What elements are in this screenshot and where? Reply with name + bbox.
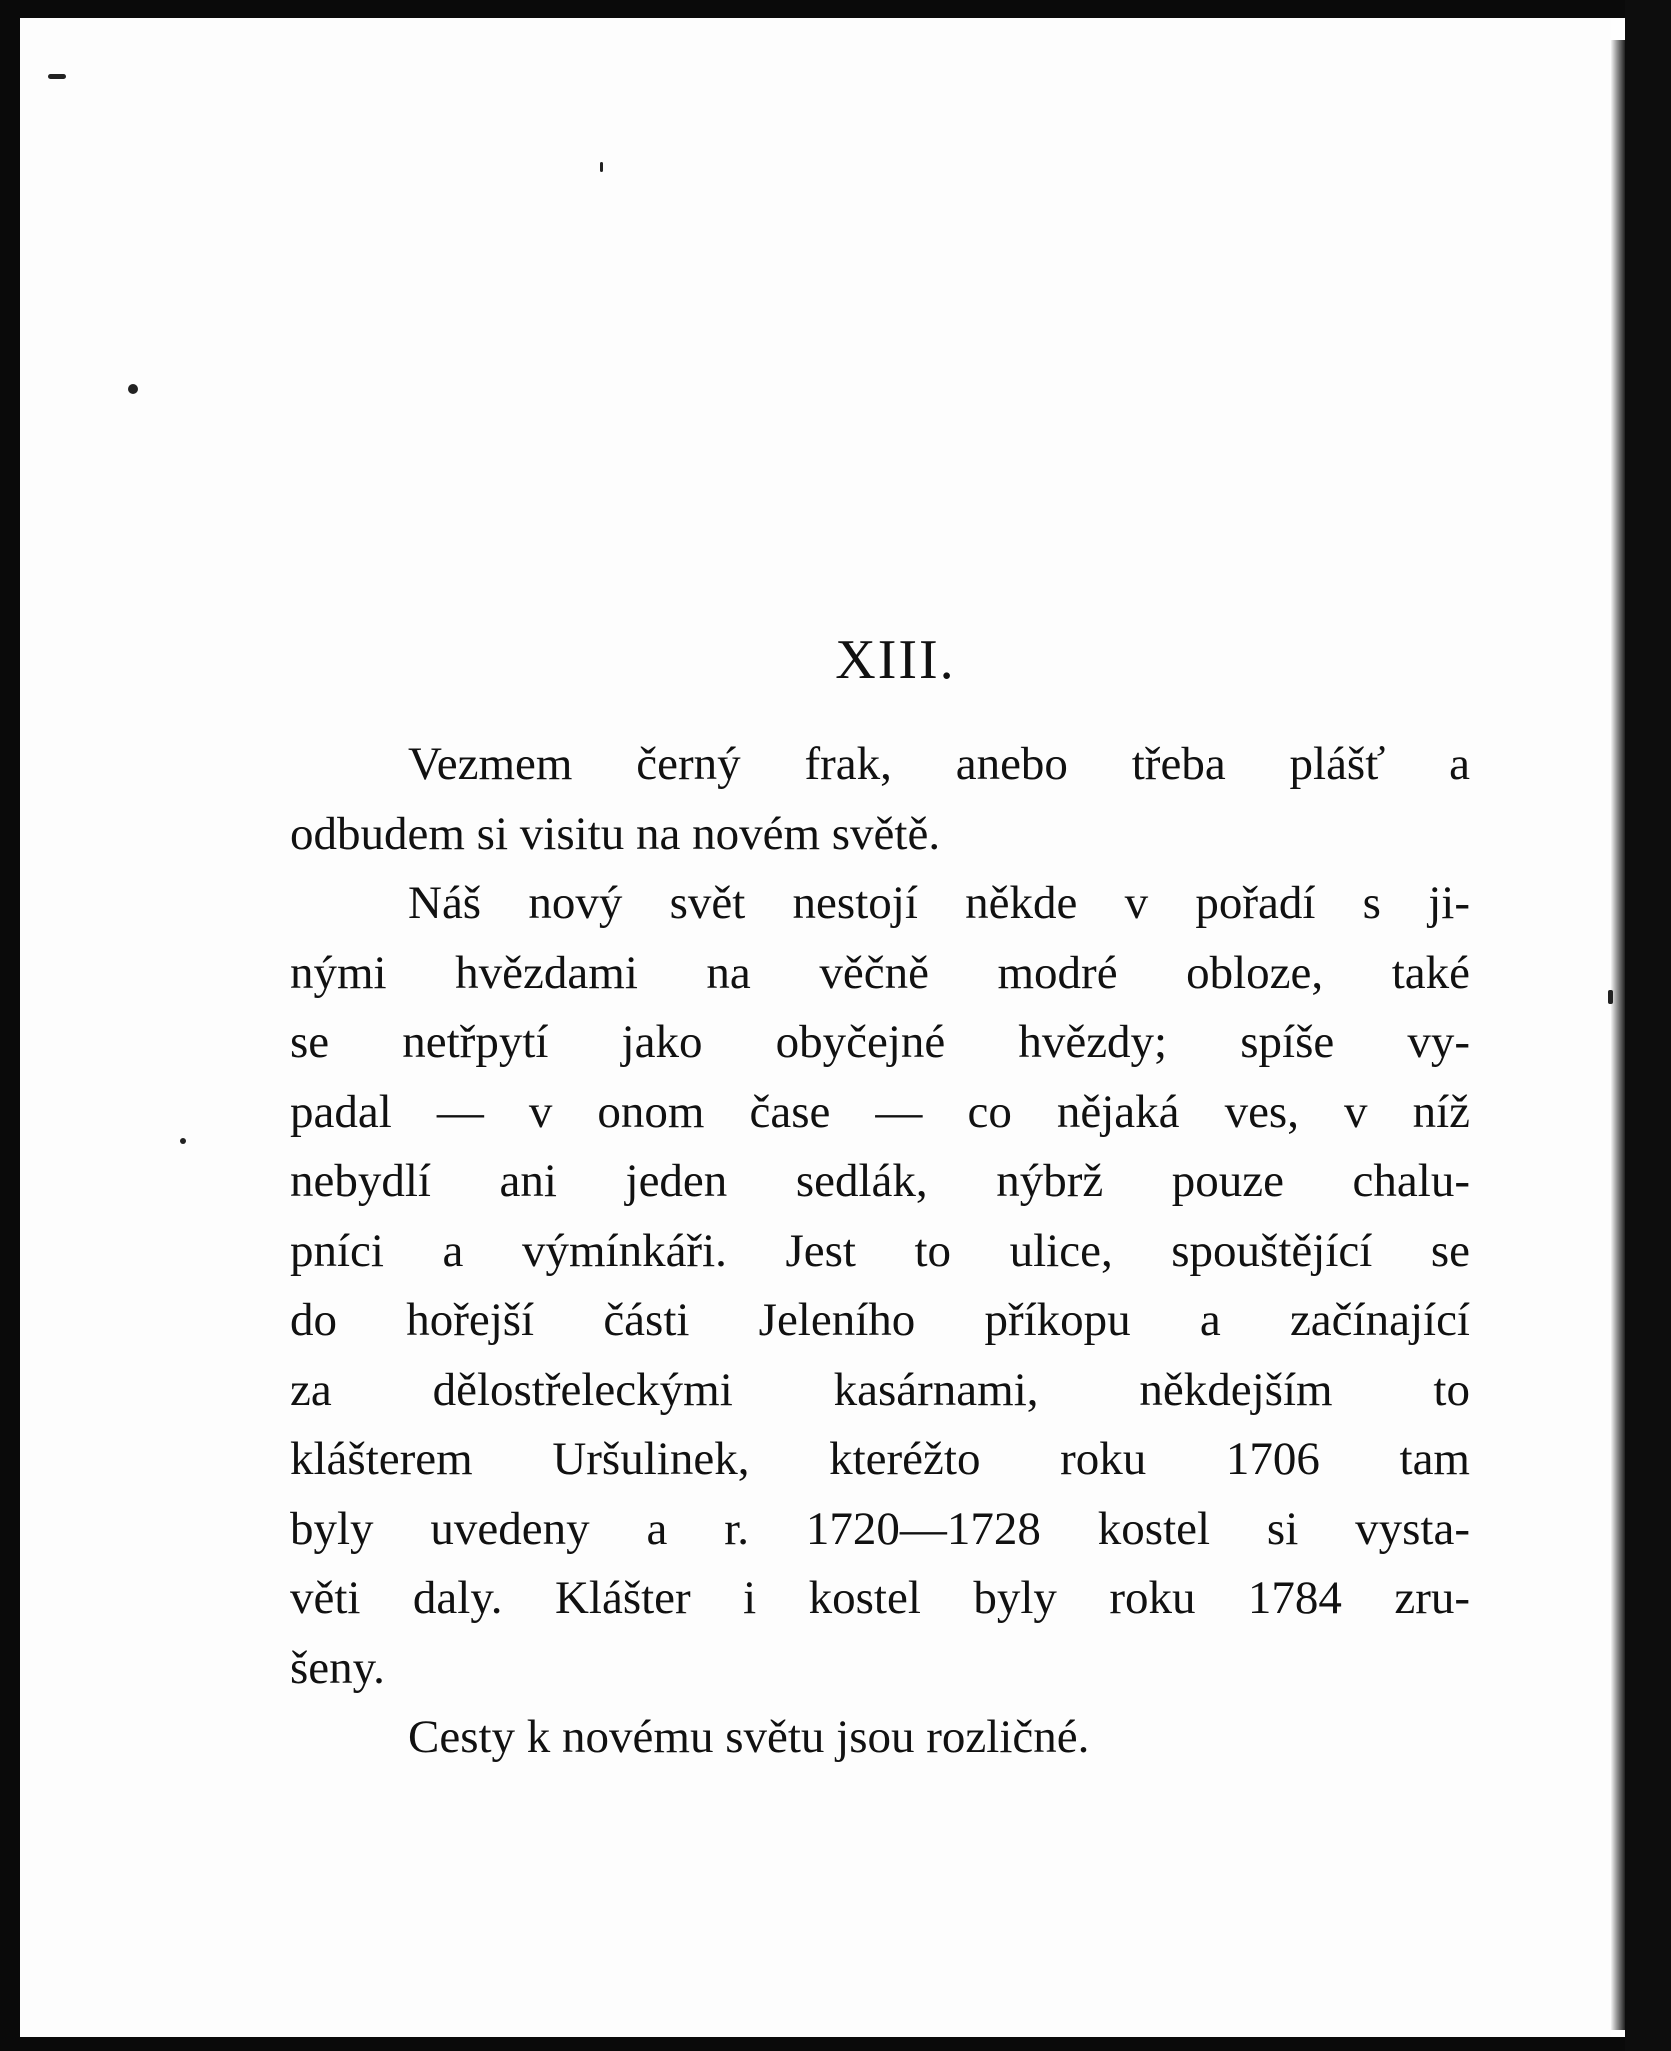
text-line: do hořejší části Jeleního příkopu a začínající: [290, 1294, 1470, 1346]
scan-border-top: [0, 0, 1671, 18]
text-line: Náš nový svět nestojí někde v pořadí s ji-: [408, 877, 1470, 929]
text-line: pníci a výmínkáři. Jest to ulice, spouštějící se: [290, 1224, 1470, 1277]
body-text: [290, 730, 1470, 1773]
scan-speck: [180, 1138, 186, 1144]
scan-speck: [600, 162, 603, 172]
text-line: padal — v onom čase — co nějaká ves, v níž: [290, 1085, 1470, 1138]
page-gutter-shadow: [1611, 40, 1625, 2030]
scan-speck: [128, 384, 138, 394]
text-line: Cesty k novému světu jsou rozličné.: [408, 1711, 1090, 1763]
text-line: se netřpytí jako obyčejné hvězdy; spíše vy-: [290, 1016, 1470, 1068]
scan-border-bottom: [0, 2037, 1671, 2051]
text-line: nebydlí ani jeden sedlák, nýbrž pouze chalu-: [290, 1155, 1470, 1207]
scan-speck: [48, 74, 66, 79]
text-line: nými hvězdami na věčně modré obloze, také: [290, 946, 1470, 999]
text-line: Vezmem černý frak, anebo třeba plášť a: [408, 738, 1470, 790]
scan-border-right: [1625, 0, 1671, 2051]
text-line: věti daly. Klášter i kostel byly roku 1784 zru-: [290, 1572, 1470, 1624]
text-line: byly uvedeny a r. 1720—1728 kostel si vysta-: [290, 1502, 1470, 1555]
text-line: klášterem Uršulinek, kteréžto roku 1706 tam: [290, 1433, 1470, 1485]
text-line: šeny.: [290, 1641, 385, 1694]
text-line: odbudem si visitu na novém světě.: [290, 807, 941, 860]
text-line: za dělostřeleckými kasárnami, někdejším to: [290, 1363, 1470, 1416]
scan-speck: [1608, 990, 1613, 1004]
scan-border-left: [0, 0, 20, 2051]
chapter-heading: XIII.: [835, 629, 956, 691]
